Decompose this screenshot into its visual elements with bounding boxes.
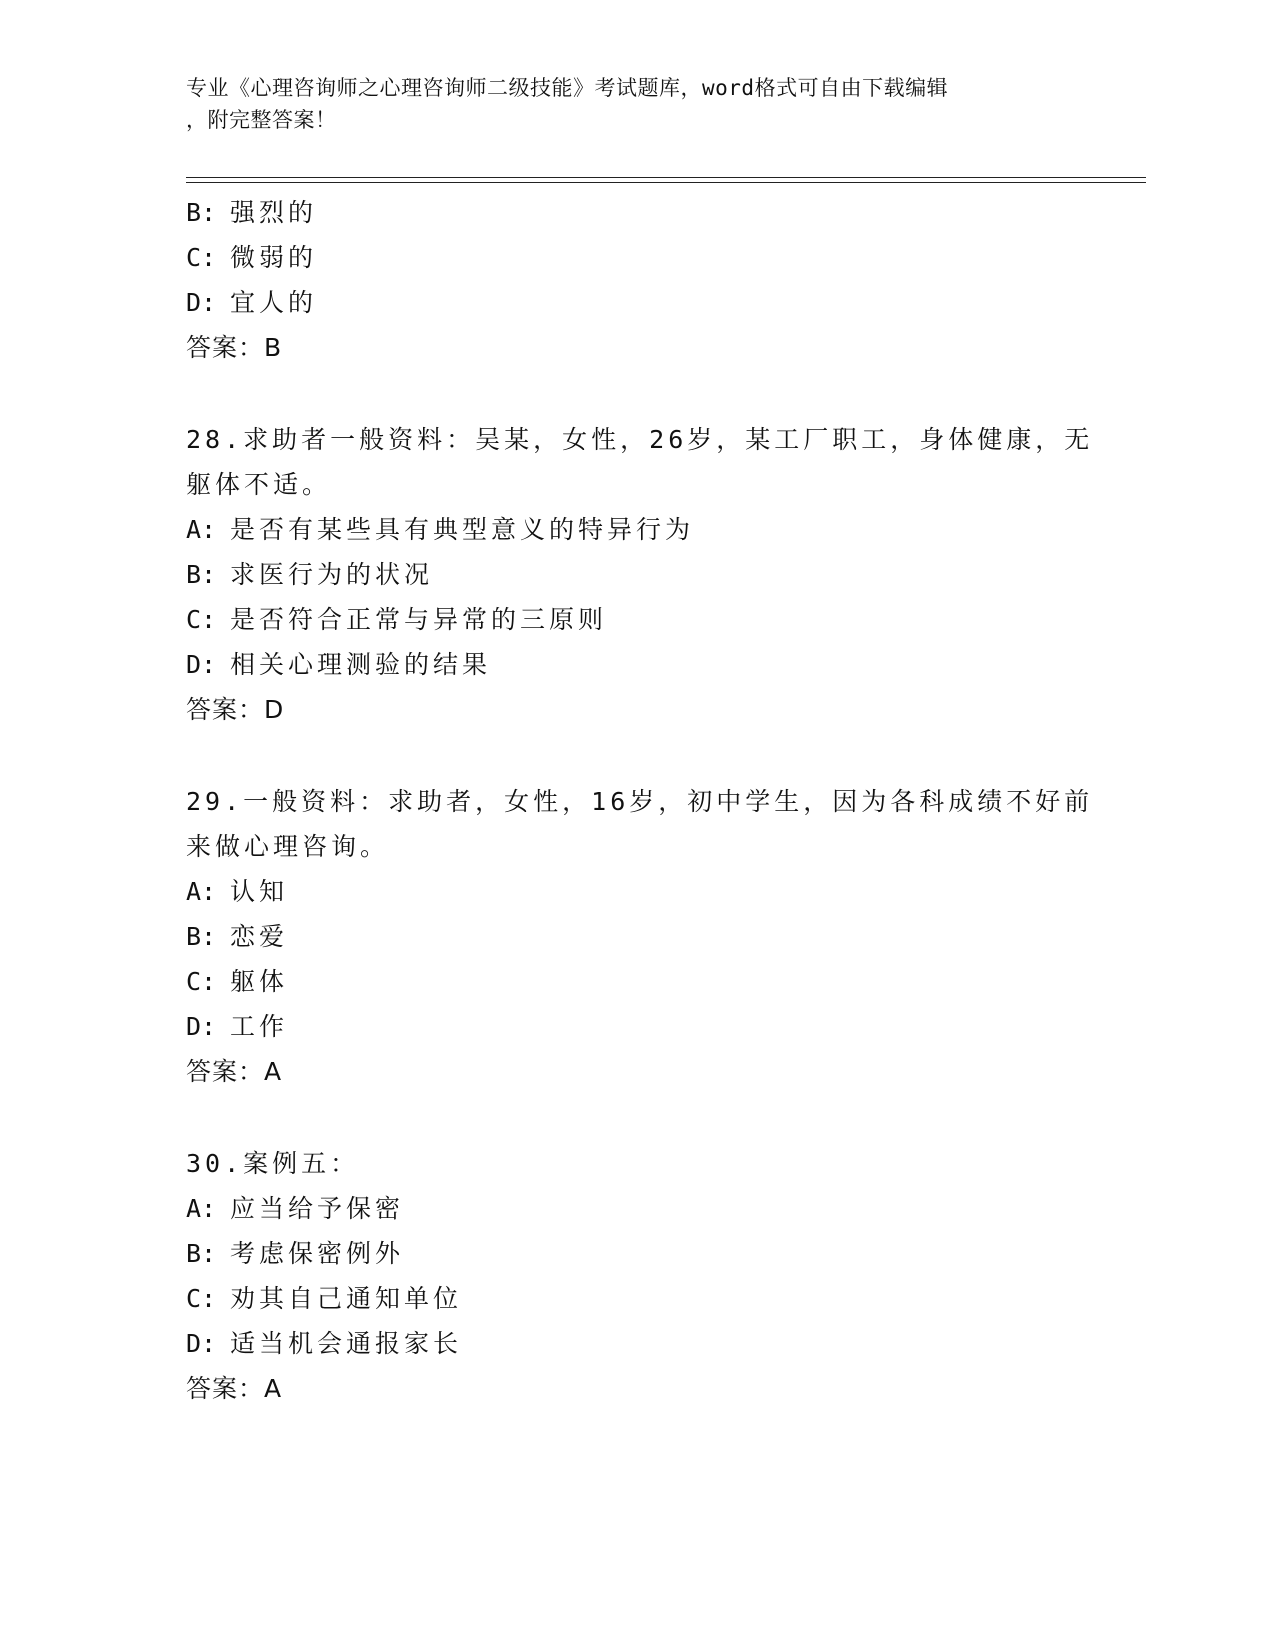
option-text: 躯体 (230, 967, 289, 996)
option-c (186, 959, 1106, 1004)
option-d (186, 1321, 1106, 1366)
option-text: 认知 (230, 877, 289, 906)
answer-line: 答案：A (186, 1057, 283, 1086)
option-letter: C: (186, 1284, 217, 1313)
option-text: 应当给予保密 (230, 1194, 405, 1223)
question-27-continued (186, 190, 1106, 370)
question-text-line: 来做心理咨询。 (186, 832, 390, 861)
option-text: 强烈的 (230, 198, 318, 227)
header-rule-bottom (186, 182, 1146, 183)
option-a (186, 507, 1106, 552)
option-letter: D: (186, 1012, 217, 1041)
option-letter: B: (186, 1239, 217, 1268)
answer-line: 答案：D (186, 695, 285, 724)
question-text-line: 28.求助者一般资料：吴某，女性，26岁，某工厂职工，身体健康，无 (186, 425, 1094, 454)
question-text-line: 躯体不适。 (186, 470, 332, 499)
option-a (186, 1186, 1106, 1231)
option-text: 宜人的 (230, 288, 318, 317)
option-text: 是否有某些具有典型意义的特异行为 (230, 515, 695, 544)
option-letter: D: (186, 288, 217, 317)
option-text: 劝其自己通知单位 (230, 1284, 463, 1313)
question-content (186, 190, 1106, 1411)
question-28 (186, 417, 1106, 732)
option-b (186, 914, 1106, 959)
option-text: 相关心理测验的结果 (230, 650, 492, 679)
option-letter: D: (186, 1329, 217, 1358)
option-letter: C: (186, 605, 217, 634)
option-letter: A: (186, 515, 217, 544)
option-c (186, 597, 1106, 642)
question-text-line: 29.一般资料：求助者，女性，16岁，初中学生，因为各科成绩不好前 (186, 787, 1094, 816)
option-d (186, 280, 1106, 325)
option-c (186, 1276, 1106, 1321)
option-letter: B: (186, 198, 217, 227)
option-text: 考虑保密例外 (230, 1239, 405, 1268)
option-b (186, 190, 1106, 235)
header-line-2: ，附完整答案！ (186, 108, 337, 132)
question-30 (186, 1141, 1106, 1411)
option-d (186, 642, 1106, 687)
option-text: 适当机会通报家长 (230, 1329, 463, 1358)
option-letter: B: (186, 560, 217, 589)
question-29 (186, 779, 1106, 1094)
option-text: 微弱的 (230, 243, 318, 272)
option-letter: A: (186, 1194, 217, 1223)
header-rule-top (186, 177, 1146, 178)
option-b (186, 1231, 1106, 1276)
option-text: 求医行为的状况 (230, 560, 434, 589)
answer-line: 答案：B (186, 333, 283, 362)
option-letter: D: (186, 650, 217, 679)
header-line-1: 专业《心理咨询师之心理咨询师二级技能》考试题库，word格式可自由下载编辑 (186, 76, 949, 100)
option-letter: B: (186, 922, 217, 951)
document-header (186, 72, 1066, 136)
option-a (186, 869, 1106, 914)
option-letter: C: (186, 243, 217, 272)
option-text: 是否符合正常与异常的三原则 (230, 605, 608, 634)
option-b (186, 552, 1106, 597)
option-letter: C: (186, 967, 217, 996)
option-text: 恋爱 (230, 922, 289, 951)
option-letter: A: (186, 877, 217, 906)
option-text: 工作 (230, 1012, 289, 1041)
question-text-line: 30.案例五： (186, 1149, 360, 1178)
answer-line: 答案：A (186, 1374, 283, 1403)
option-d (186, 1004, 1106, 1049)
option-c (186, 235, 1106, 280)
